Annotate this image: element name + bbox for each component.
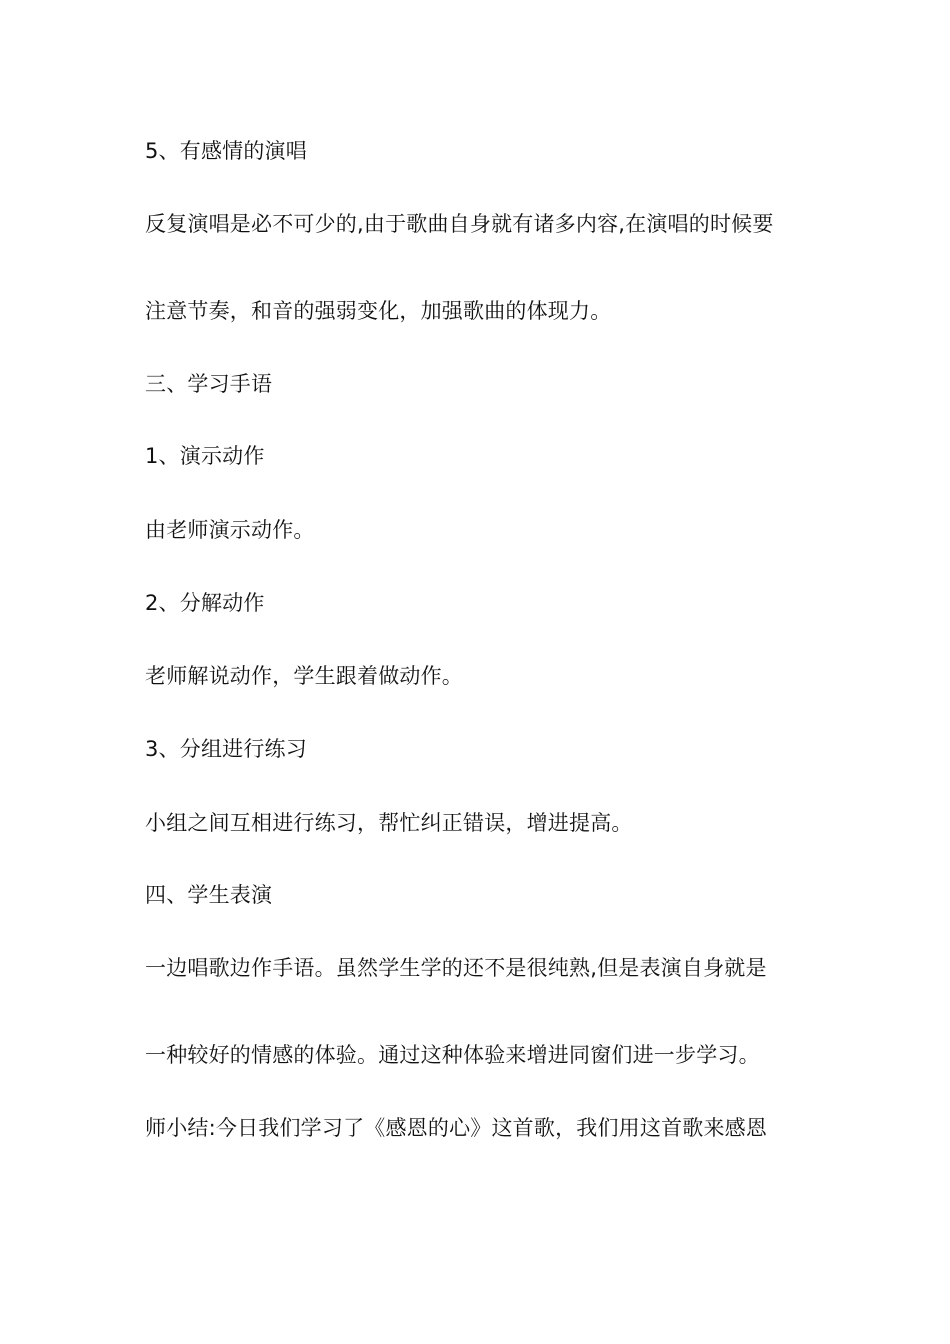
- paragraph-line: 一种较好的情感的体验。通过这种体验来增进同窗们进一步学习。: [145, 1043, 760, 1067]
- paragraph-line: 小组之间互相进行练习，帮忙纠正错误，增进提高。: [145, 811, 633, 835]
- paragraph-line: 一边唱歌边作手语。虽然学生学的还不是很纯熟,但是表演自身就是: [145, 956, 767, 980]
- paragraph-line: 由老师演示动作。: [145, 518, 315, 542]
- heading-break-down-actions: 2、分解动作: [145, 591, 265, 615]
- paragraph-line: 注意节奏，和音的强弱变化，加强歌曲的体现力。: [145, 299, 612, 323]
- section-heading-sign-language: 三、学习手语: [145, 372, 273, 396]
- heading-sing-with-emotion: 5、有感情的演唱: [145, 139, 307, 163]
- paragraph-line: 反复演唱是必不可少的,由于歌曲自身就有诸多内容,在演唱的时候要: [145, 212, 774, 236]
- heading-demonstrate-actions: 1、演示动作: [145, 444, 265, 468]
- section-heading-student-performance: 四、学生表演: [145, 883, 273, 907]
- heading-group-practice: 3、分组进行练习: [145, 737, 307, 761]
- paragraph-line: 师小结:今日我们学习了《感恩的心》这首歌，我们用这首歌来感恩: [145, 1116, 768, 1140]
- paragraph-line: 老师解说动作，学生跟着做动作。: [145, 664, 463, 688]
